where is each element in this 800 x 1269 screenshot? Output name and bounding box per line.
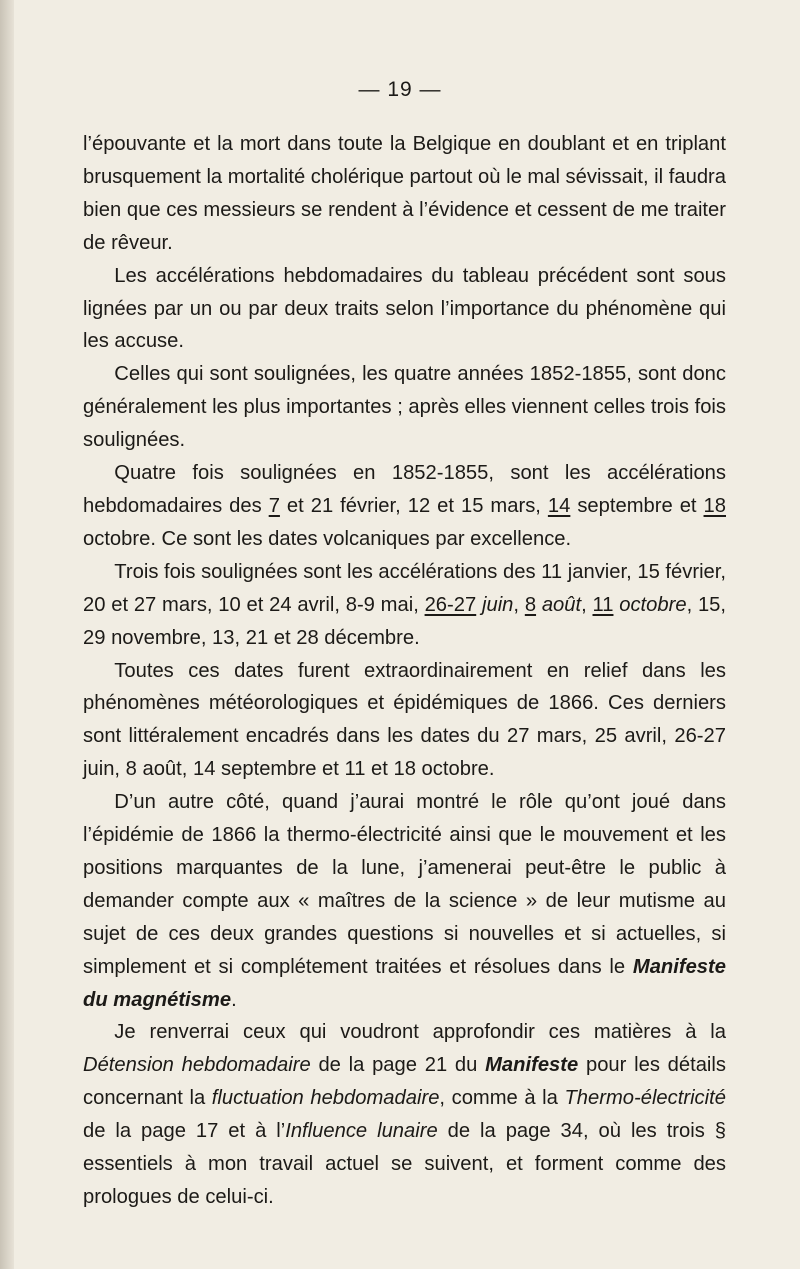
text-run: , 15, 29 novembre, 13, 21 et 28 décembre. bbox=[83, 593, 727, 649]
page-number: — 19 — bbox=[358, 78, 442, 101]
text-run: Les accélérations hebdomadaires du tableau précédent sont sous lignées par un ou par deux traits selon l’importance du phénomène qui les accuse. bbox=[83, 264, 726, 353]
text-run: Thermo-électricité bbox=[564, 1087, 726, 1110]
text-run: septembre et bbox=[570, 494, 704, 517]
text-run: . bbox=[231, 988, 237, 1011]
text-run: Toutes ces dates furent extraordinairement en relief dans les phénomènes météorologiques et épidémiques de 1866. Ces derniers sont littéralement encadrés dans les dates du 27 mars, 25 avril, 26-27 juin, 8 août, 14 septembre et 11 et 18 octobre. bbox=[83, 659, 726, 781]
paragraph bbox=[83, 260, 726, 359]
text-run: Manifeste bbox=[485, 1054, 579, 1077]
text-run: 11 bbox=[592, 593, 614, 616]
text-run: Trois fois soulignées sont les accélérations des 11 janvier, 15 février, 20 et 27 mars, 10 et 24 avril, 8-9 mai, bbox=[83, 560, 726, 616]
text-run: et 21 février, 12 et 15 mars, bbox=[279, 494, 548, 517]
text-run: juin bbox=[476, 593, 514, 616]
paragraph bbox=[83, 1016, 726, 1213]
paragraph bbox=[83, 655, 726, 787]
text-run: de la page 17 et à l’ bbox=[83, 1120, 286, 1143]
paragraph bbox=[83, 457, 726, 556]
text-run: , comme à la bbox=[439, 1087, 565, 1110]
page-edge bbox=[0, 0, 14, 1269]
text-run: de la page 34, où les trois § essentiels à mon travail actuel se suivent, et forment comme des prologues de celui-ci. bbox=[83, 1120, 726, 1208]
text-run: 14 bbox=[547, 494, 571, 517]
text-run: fluctuation hebdomadaire bbox=[211, 1087, 440, 1110]
text-run: 8 bbox=[524, 593, 537, 616]
text-run: , bbox=[513, 593, 525, 616]
body-text bbox=[83, 128, 726, 1214]
text-run: 26-27 bbox=[424, 593, 477, 616]
text-run: de la page 21 du bbox=[310, 1054, 486, 1077]
text-run: Celles qui sont soulignées, les quatre années 1852-1855, sont donc généralement les plus importantes ; après elles viennent celles trois fois soulignées. bbox=[83, 363, 726, 452]
text-run: Quatre fois soulignées en 1852-1855, sont les accélérations hebdomadaires des bbox=[83, 462, 726, 517]
text-run: D’un autre côté, quand j’aurai montré le rôle qu’ont joué dans l’épidémie de 1866 la thermo-électricité ainsi que le mouvement et les positions marquantes de la lune, j’amenerai peut-être le public à demander compte aux « maîtres de la science » de leur mutisme au sujet de ces deux grandes questions si nouvelles et si actuelles, si simplement et si complétement traitées et résolues dans le bbox=[83, 791, 726, 978]
text-run: Influence lunaire bbox=[285, 1120, 438, 1143]
text-run: l’épouvante et la mort dans toute la Belgique en doublant et en triplant brusquement la mortalité cholérique partout où le mal sévissait, il faudra bien que ces messieurs se rendent à l’évidence et cessent de me traiter de rêveur. bbox=[83, 133, 726, 254]
paragraph bbox=[83, 358, 726, 457]
text-run: octobre. Ce sont les dates volcaniques par excellence. bbox=[83, 527, 572, 550]
text-run: 18 bbox=[703, 494, 726, 517]
text-run: 7 bbox=[268, 494, 280, 517]
paragraph bbox=[83, 786, 726, 1016]
text-run: Je renverrai ceux qui voudront approfondir ces matières à la bbox=[114, 1021, 726, 1044]
text-run: Détension hebdomadaire bbox=[83, 1054, 311, 1077]
text-run: août bbox=[536, 593, 582, 616]
text-run: pour les détails concernant la bbox=[83, 1054, 726, 1110]
paragraph bbox=[83, 556, 726, 655]
paragraph bbox=[83, 128, 726, 260]
text-run: octobre bbox=[613, 593, 687, 616]
text-run: Manifeste du magnétisme bbox=[83, 955, 726, 1011]
text-run: , bbox=[581, 593, 593, 616]
